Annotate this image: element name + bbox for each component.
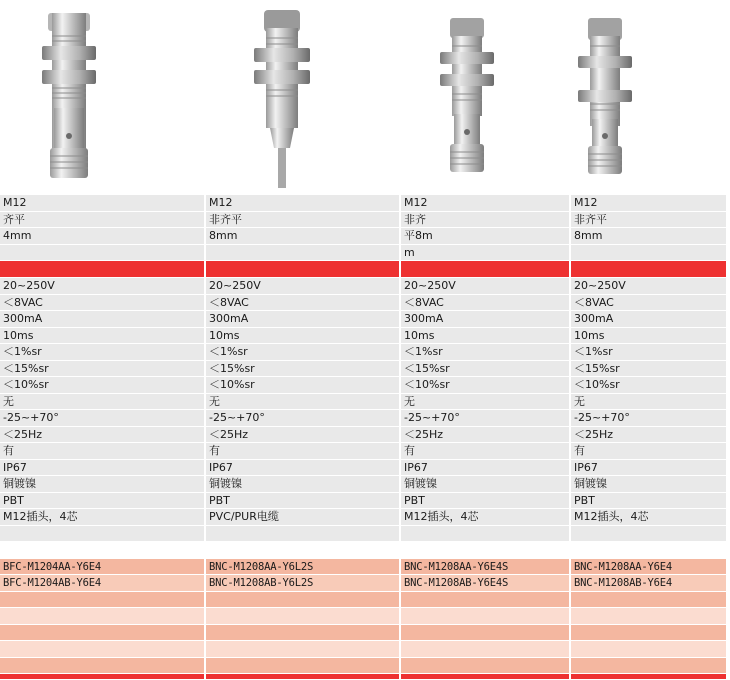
column-separator: [399, 608, 401, 624]
spec-cell: 铜镀镍: [404, 477, 437, 490]
spec-cell: [401, 261, 569, 277]
column-separator: [399, 476, 401, 492]
column-separator: [399, 427, 401, 443]
part-number-cell: BNC-M1208AA-Y6L2S: [209, 560, 314, 573]
column-separator: [399, 542, 401, 558]
spec-cell: [0, 608, 204, 624]
column-separator: [399, 245, 401, 261]
spec-cell: ＜10%sr: [574, 378, 620, 391]
spec-cell: 8mm: [209, 229, 238, 242]
column-separator: [569, 212, 571, 228]
spec-cell: [0, 245, 204, 261]
spec-cell: [401, 542, 569, 558]
column-separator: [569, 311, 571, 327]
column-separator: [204, 427, 206, 443]
column-separator: [204, 509, 206, 525]
spec-cell: [0, 674, 204, 679]
spec-cell: m: [404, 245, 415, 259]
column-separator: [569, 245, 571, 261]
spec-cell: [0, 542, 204, 558]
spec-cell: [206, 625, 399, 641]
column-separator: [204, 575, 206, 591]
column-separator: [399, 625, 401, 641]
spec-cell: M12: [209, 196, 233, 209]
spec-cell: 20~250V: [574, 279, 626, 292]
column-separator: [204, 641, 206, 657]
column-separator: [399, 195, 401, 211]
column-separator: [399, 509, 401, 525]
column-separator: [399, 328, 401, 344]
column-separator: [204, 328, 206, 344]
column-separator: [204, 460, 206, 476]
spec-cell: 有: [3, 444, 14, 457]
spec-row: [0, 261, 726, 278]
spec-cell: -25~+70°: [209, 411, 265, 424]
spec-cell: 300mA: [3, 312, 43, 325]
column-separator: [204, 394, 206, 410]
spec-cell: [571, 592, 726, 608]
spec-cell: IP67: [3, 460, 27, 474]
column-separator: [569, 476, 571, 492]
spec-cell: 20~250V: [404, 279, 456, 292]
column-separator: [204, 278, 206, 294]
column-separator: [569, 394, 571, 410]
spec-cell: M12插头，4芯: [574, 510, 649, 523]
column-separator: [569, 195, 571, 211]
sensor-image-4: [566, 14, 646, 179]
column-separator: [399, 559, 401, 575]
spec-cell: 铜镀镍: [574, 477, 607, 490]
spec-cell: PBT: [3, 493, 24, 507]
spec-row: [0, 427, 726, 444]
column-separator: [399, 526, 401, 542]
spec-cell: 8mm: [574, 229, 603, 242]
spec-row: [0, 195, 726, 212]
spec-cell: 有: [404, 444, 415, 457]
part-number-cell: BNC-M1208AB-Y6E4: [574, 577, 672, 589]
part-number-cell: BNC-M1208AB-Y6E4S: [404, 577, 509, 589]
spec-row: [0, 460, 726, 477]
spec-row: [0, 311, 726, 328]
column-separator: [569, 493, 571, 509]
part-number-cell: BNC-M1208AA-Y6E4: [574, 560, 672, 573]
column-separator: [204, 608, 206, 624]
column-separator: [204, 195, 206, 211]
column-separator: [569, 559, 571, 575]
spec-cell: 4mm: [3, 229, 32, 242]
column-separator: [204, 592, 206, 608]
spec-cell: ＜10%sr: [404, 378, 450, 391]
column-separator: [204, 493, 206, 509]
product-images: [0, 0, 730, 194]
spec-cell: PVC/PUR电缆: [209, 510, 279, 523]
spec-row: [0, 608, 726, 625]
spec-cell: [0, 592, 204, 608]
column-separator: [569, 278, 571, 294]
spec-row: [0, 212, 726, 229]
spec-cell: 10ms: [574, 328, 605, 342]
spec-row: [0, 245, 726, 262]
spec-cell: -25~+70°: [404, 411, 460, 424]
spec-cell: [0, 658, 204, 674]
spec-row: [0, 625, 726, 642]
column-separator: [569, 361, 571, 377]
column-separator: [204, 295, 206, 311]
spec-cell: IP67: [574, 460, 598, 474]
spec-cell: [206, 542, 399, 558]
spec-cell: ＜8VAC: [574, 295, 614, 309]
spec-cell: ＜25Hz: [209, 427, 249, 441]
part-number-cell: BNC-M1208AB-Y6L2S: [209, 577, 314, 589]
spec-cell: [401, 658, 569, 674]
spec-cell: ＜10%sr: [209, 378, 255, 391]
sensor-image-1: [30, 8, 110, 183]
column-separator: [569, 641, 571, 657]
spec-row: [0, 559, 726, 576]
column-separator: [399, 493, 401, 509]
spec-row: [0, 509, 726, 526]
column-separator: [399, 228, 401, 244]
spec-row: [0, 295, 726, 312]
spec-cell: ＜8VAC: [209, 295, 249, 309]
column-separator: [399, 443, 401, 459]
spec-cell: 10ms: [404, 328, 435, 342]
column-separator: [399, 278, 401, 294]
spec-cell: -25~+70°: [574, 411, 630, 424]
column-separator: [569, 575, 571, 591]
spec-cell: -25~+70°: [3, 411, 59, 424]
spec-cell: [571, 245, 726, 261]
column-separator: [569, 261, 571, 277]
column-separator: [569, 410, 571, 426]
spec-cell: 平8m: [404, 229, 433, 242]
spec-cell: [571, 658, 726, 674]
column-separator: [569, 592, 571, 608]
spec-cell: 10ms: [3, 328, 34, 342]
spec-row: [0, 394, 726, 411]
spec-cell: ＜1%sr: [574, 345, 613, 358]
spec-cell: 有: [209, 444, 220, 457]
spec-cell: ＜25Hz: [3, 427, 43, 441]
spec-cell: 10ms: [209, 328, 240, 342]
column-separator: [569, 377, 571, 393]
spec-cell: ＜1%sr: [404, 345, 443, 358]
spec-row: [0, 377, 726, 394]
spec-cell: [206, 608, 399, 624]
spec-cell: 齐平: [3, 212, 25, 226]
column-separator: [569, 542, 571, 558]
spec-row: [0, 526, 726, 543]
column-separator: [204, 361, 206, 377]
column-separator: [399, 377, 401, 393]
spec-cell: ＜8VAC: [404, 295, 444, 309]
spec-cell: [571, 542, 726, 558]
column-separator: [204, 410, 206, 426]
spec-cell: [401, 608, 569, 624]
spec-row: [0, 443, 726, 460]
part-number-cell: BFC-M1204AA-Y6E4: [3, 560, 101, 573]
spec-cell: [571, 261, 726, 277]
column-separator: [569, 344, 571, 360]
column-separator: [569, 228, 571, 244]
spec-cell: [401, 592, 569, 608]
column-separator: [204, 559, 206, 575]
column-separator: [204, 311, 206, 327]
spec-cell: [571, 674, 726, 679]
spec-cell: 20~250V: [209, 279, 261, 292]
column-separator: [399, 674, 401, 679]
spec-cell: ＜25Hz: [404, 427, 444, 441]
column-separator: [569, 526, 571, 542]
spec-cell: [571, 608, 726, 624]
spec-row: [0, 493, 726, 510]
spec-cell: 铜镀镍: [209, 477, 242, 490]
spec-cell: ＜10%sr: [3, 378, 49, 391]
spec-cell: [0, 526, 204, 542]
column-separator: [399, 212, 401, 228]
spec-row: [0, 410, 726, 427]
spec-cell: M12插头，4芯: [404, 510, 479, 523]
spec-cell: [571, 526, 726, 542]
spec-cell: ＜1%sr: [3, 345, 42, 358]
spec-cell: [401, 625, 569, 641]
spec-cell: ＜8VAC: [3, 295, 43, 309]
spec-cell: [206, 592, 399, 608]
column-separator: [399, 410, 401, 426]
column-separator: [399, 394, 401, 410]
part-number-cell: BFC-M1204AB-Y6E4: [3, 577, 101, 589]
spec-cell: ＜25Hz: [574, 427, 614, 441]
column-separator: [204, 245, 206, 261]
spec-cell: [206, 641, 399, 657]
spec-row: [0, 674, 726, 680]
column-separator: [204, 212, 206, 228]
spec-cell: [571, 625, 726, 641]
spec-table: [0, 195, 726, 680]
column-separator: [204, 526, 206, 542]
column-separator: [204, 377, 206, 393]
spec-row: [0, 476, 726, 493]
spec-cell: ＜15%sr: [3, 361, 49, 375]
spec-cell: 无: [574, 394, 585, 408]
column-separator: [399, 658, 401, 674]
spec-cell: ＜1%sr: [209, 345, 248, 358]
column-separator: [569, 443, 571, 459]
column-separator: [399, 311, 401, 327]
spec-cell: [206, 261, 399, 277]
column-separator: [569, 427, 571, 443]
column-separator: [204, 625, 206, 641]
column-separator: [204, 542, 206, 558]
column-separator: [399, 261, 401, 277]
column-separator: [569, 460, 571, 476]
column-separator: [204, 476, 206, 492]
column-separator: [204, 674, 206, 679]
column-separator: [399, 592, 401, 608]
spec-cell: 20~250V: [3, 279, 55, 292]
spec-cell: PBT: [404, 493, 425, 507]
spec-cell: [0, 641, 204, 657]
spec-cell: M12: [574, 196, 598, 209]
spec-cell: IP67: [404, 460, 428, 474]
spec-cell: 无: [404, 394, 415, 408]
column-separator: [204, 658, 206, 674]
spec-cell: [0, 261, 204, 277]
column-separator: [399, 361, 401, 377]
spec-row: [0, 328, 726, 345]
spec-cell: 铜镀镍: [3, 477, 36, 490]
spec-row: [0, 592, 726, 609]
column-separator: [204, 228, 206, 244]
spec-cell: [571, 641, 726, 657]
spec-cell: [206, 245, 399, 261]
spec-cell: M12插头，4芯: [3, 510, 78, 523]
spec-row: [0, 641, 726, 658]
sensor-image-3: [428, 14, 508, 179]
spec-cell: 无: [209, 394, 220, 408]
spec-cell: 非齐平: [209, 212, 242, 226]
column-separator: [569, 674, 571, 679]
spec-row: [0, 542, 726, 559]
spec-cell: 300mA: [209, 312, 249, 325]
part-number-cell: BNC-M1208AA-Y6E4S: [404, 560, 509, 573]
spec-row: [0, 361, 726, 378]
spec-cell: M12: [404, 196, 428, 209]
sensor-image-2: [244, 8, 324, 190]
spec-cell: IP67: [209, 460, 233, 474]
column-separator: [399, 575, 401, 591]
spec-cell: ＜15%sr: [209, 361, 255, 375]
spec-cell: 有: [574, 444, 585, 457]
column-separator: [399, 641, 401, 657]
column-separator: [204, 344, 206, 360]
spec-row: [0, 278, 726, 295]
spec-row: [0, 228, 726, 245]
column-separator: [569, 295, 571, 311]
column-separator: [399, 460, 401, 476]
spec-cell: [401, 641, 569, 657]
column-separator: [399, 344, 401, 360]
spec-cell: [206, 526, 399, 542]
spec-row: [0, 575, 726, 592]
spec-cell: PBT: [574, 493, 595, 507]
spec-cell: [401, 674, 569, 679]
column-separator: [399, 295, 401, 311]
spec-row: [0, 344, 726, 361]
spec-cell: [206, 658, 399, 674]
column-separator: [569, 625, 571, 641]
spec-cell: PBT: [209, 493, 230, 507]
column-separator: [204, 261, 206, 277]
column-separator: [569, 509, 571, 525]
spec-cell: [0, 625, 204, 641]
spec-cell: 300mA: [404, 312, 444, 325]
spec-cell: M12: [3, 196, 27, 209]
column-separator: [204, 443, 206, 459]
spec-cell: [206, 674, 399, 679]
spec-cell: 300mA: [574, 312, 614, 325]
spec-cell: 非齐: [404, 212, 426, 226]
spec-cell: ＜15%sr: [574, 361, 620, 375]
column-separator: [569, 608, 571, 624]
spec-cell: 无: [3, 394, 14, 408]
spec-cell: [401, 526, 569, 542]
spec-cell: 非齐平: [574, 212, 607, 226]
spec-cell: ＜15%sr: [404, 361, 450, 375]
column-separator: [569, 328, 571, 344]
column-separator: [569, 658, 571, 674]
